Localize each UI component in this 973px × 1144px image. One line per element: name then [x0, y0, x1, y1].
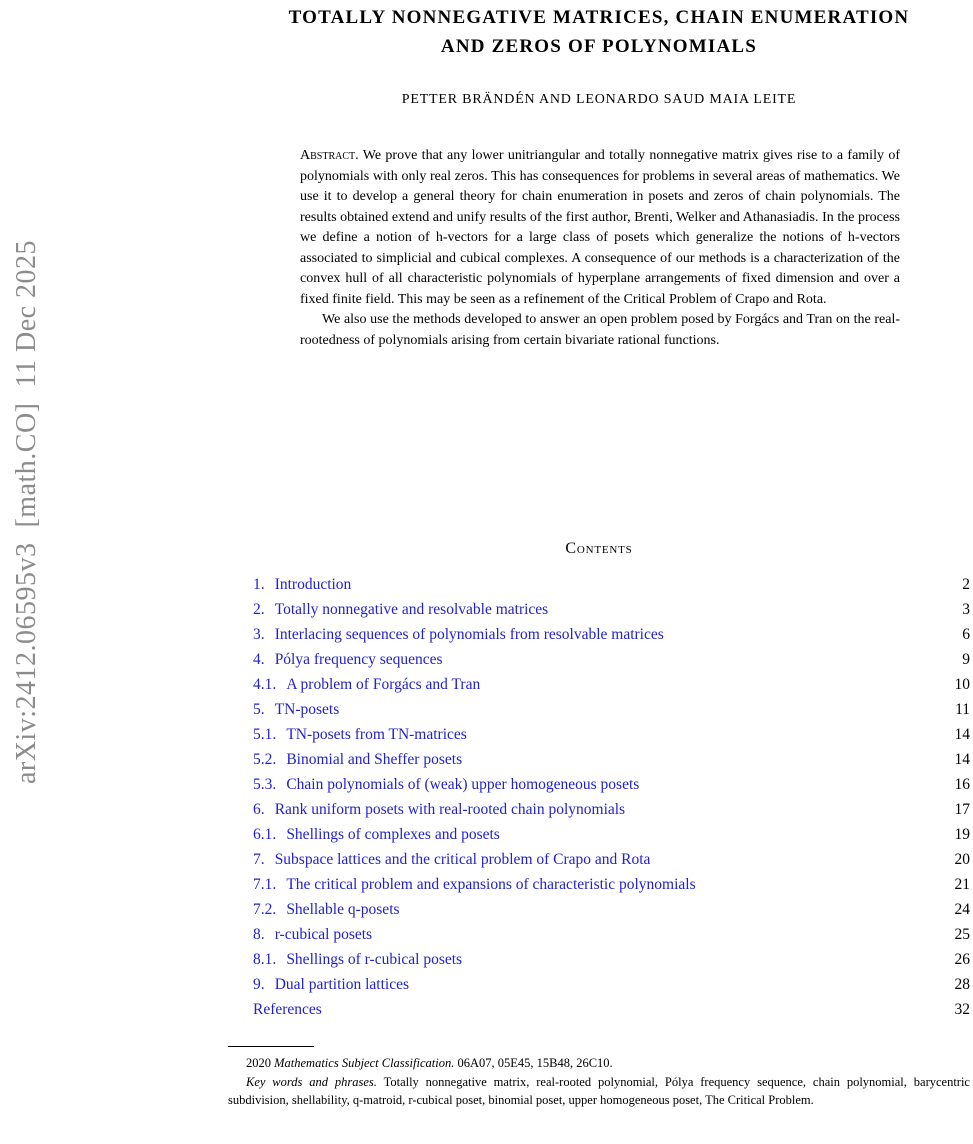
toc-entry-label: References	[253, 1001, 322, 1018]
toc-entry[interactable]	[253, 672, 970, 697]
toc-entry-number: 4.1.	[253, 676, 277, 693]
toc-entry[interactable]	[253, 822, 970, 847]
toc-entry[interactable]	[253, 747, 970, 772]
toc-entry[interactable]	[253, 722, 970, 747]
toc-entry-label: Shellings of complexes and posets	[286, 826, 500, 843]
footnote-rule	[228, 1046, 314, 1047]
toc-entry-page: 24	[954, 901, 970, 918]
toc-entry-number: 6.	[253, 801, 265, 818]
authors-line: PETTER BRÄNDÉN AND LEONARDO SAUD MAIA LEITE	[401, 92, 797, 107]
toc-entry[interactable]	[253, 772, 970, 797]
abstract-paragraph-2: We also use the methods developed to answer an open problem posed by Forgács and Tran on the real-rootedness of polynomials arising from certain bivariate rational functions.	[300, 312, 900, 348]
toc-entry-page: 10	[954, 676, 970, 693]
toc-entry[interactable]	[253, 797, 970, 822]
abstract-text-1: We prove that any lower unitriangular and totally nonnegative matrix gives rise to a family of polynomials with only real zeros. This has consequences for problems in several areas of mathematics. We use it to develop a general theory for chain enumeration in posets and zeros of chain polynomials. The results obtained extend and unify results of the first author, Brenti, Welker and Athanasiadis. In the process we define a notion of h-vectors for a large class of posets which generalize the notions of h-vectors associated to simplicial and cubical complexes. A consequence of our methods is a characterization of the convex hull of all characteristic polynomials of hyperplane arrangements of fixed dimension and over a fixed finite field. This may be seen as a refinement of the Critical Problem of Crapo and Rota.	[300, 148, 900, 307]
keywords-label: Key words and phrases.	[246, 1074, 377, 1089]
toc-entry-label: Binomial and Sheffer posets	[286, 751, 463, 768]
toc-entry-page: 28	[954, 976, 970, 993]
toc-entry-label: r-cubical posets	[274, 926, 373, 943]
toc-entry[interactable]	[253, 922, 970, 947]
toc-entry[interactable]	[253, 997, 970, 1022]
toc-entry-label: TN-posets from TN-matrices	[286, 726, 467, 743]
msc-label: Mathematics Subject Classification.	[274, 1056, 455, 1070]
toc-entry[interactable]	[253, 947, 970, 972]
table-of-contents	[253, 572, 970, 1022]
toc-entry-label: Chain polynomials of (weak) upper homogeneous posets	[286, 776, 640, 793]
toc-entry[interactable]	[253, 572, 970, 597]
toc-entry-label: Dual partition lattices	[274, 976, 409, 993]
toc-entry[interactable]	[253, 972, 970, 997]
msc-codes: 06A07, 05E45, 15B48, 26C10.	[457, 1056, 613, 1070]
toc-entry-number: 5.1.	[253, 726, 277, 743]
toc-entry-number: 6.1.	[253, 826, 277, 843]
toc-entry-page: 14	[954, 726, 970, 743]
toc-entry-label: Rank uniform posets with real-rooted chain polynomials	[274, 801, 626, 818]
toc-entry-number: 2.	[253, 601, 265, 618]
toc-entry-number: 9.	[253, 976, 265, 993]
toc-entry-page: 21	[954, 876, 970, 893]
toc-entry-number: 3.	[253, 626, 265, 643]
abstract-label: Abstract.	[300, 148, 359, 163]
toc-entry-label: Pólya frequency sequences	[274, 651, 443, 668]
paper-title-line2: AND ZEROS OF POLYNOMIALS	[440, 36, 758, 58]
abstract	[300, 146, 900, 351]
toc-entry[interactable]	[253, 597, 970, 622]
toc-entry-number: 5.2.	[253, 751, 277, 768]
toc-entry-page: 14	[954, 751, 970, 768]
toc-entry-label: Shellings of r-cubical posets	[286, 951, 463, 968]
toc-entry-label: TN-posets	[274, 701, 340, 718]
toc-entry-number: 7.1.	[253, 876, 277, 893]
toc-entry-page: 26	[954, 951, 970, 968]
toc-entry-page: 3	[962, 601, 970, 618]
toc-entry[interactable]	[253, 872, 970, 897]
toc-entry[interactable]	[253, 897, 970, 922]
toc-entry-label: Shellable q-posets	[286, 901, 400, 918]
toc-entry-number: 5.3.	[253, 776, 277, 793]
toc-entry-number: 8.1.	[253, 951, 277, 968]
keywords-text: Totally nonnegative matrix, real-rooted polynomial, Pólya frequency sequence, chain polynomial, barycentric subdivision, shellability, q-matroid, r-cubical poset, binomial poset, upper homogeneous poset, The Critical Problem.	[228, 1074, 970, 1107]
msc-line	[228, 1054, 970, 1073]
toc-entry-label: A problem of Forgács and Tran	[286, 676, 481, 693]
footnote-block	[228, 1046, 970, 1110]
abstract-paragraph-1	[300, 146, 900, 310]
toc-entry-label: Totally nonnegative and resolvable matrices	[274, 601, 549, 618]
toc-entry-label: Introduction	[274, 576, 352, 593]
toc-entry-number: 7.2.	[253, 901, 277, 918]
toc-entry[interactable]	[253, 847, 970, 872]
toc-entry-page: 17	[954, 801, 970, 818]
toc-entry[interactable]	[253, 697, 970, 722]
toc-entry-page: 9	[962, 651, 970, 668]
toc-entry-number: 1.	[253, 576, 265, 593]
toc-entry-label: Subspace lattices and the critical problem of Crapo and Rota	[274, 851, 651, 868]
toc-entry-number: 4.	[253, 651, 265, 668]
toc-entry-number: 8.	[253, 926, 265, 943]
toc-entry-label: The critical problem and expansions of characteristic polynomials	[286, 876, 696, 893]
toc-entry[interactable]	[253, 647, 970, 672]
toc-entry-label: Interlacing sequences of polynomials from resolvable matrices	[274, 626, 664, 643]
toc-entry-page: 32	[954, 1001, 970, 1018]
toc-entry-page: 6	[962, 626, 970, 643]
arxiv-watermark: arXiv:2412.06595v3 [math.CO] 11 Dec 2025	[11, 239, 42, 785]
toc-entry-page: 2	[962, 576, 970, 593]
paper-page	[228, 0, 970, 1144]
toc-entry-page: 19	[954, 826, 970, 843]
toc-entry-number: 5.	[253, 701, 265, 718]
toc-entry-page: 20	[954, 851, 970, 868]
paper-title-line1: TOTALLY NONNEGATIVE MATRICES, CHAIN ENUMERATION	[288, 7, 910, 28]
keywords-line	[228, 1073, 970, 1110]
toc-entry-number: 7.	[253, 851, 265, 868]
msc-year: 2020	[246, 1056, 271, 1070]
toc-entry-page: 16	[954, 776, 970, 793]
toc-entry[interactable]	[253, 622, 970, 647]
contents-heading: Contents	[565, 540, 633, 557]
paper-title	[228, 3, 970, 62]
toc-entry-page: 25	[954, 926, 970, 943]
toc-entry-page: 11	[955, 701, 970, 718]
